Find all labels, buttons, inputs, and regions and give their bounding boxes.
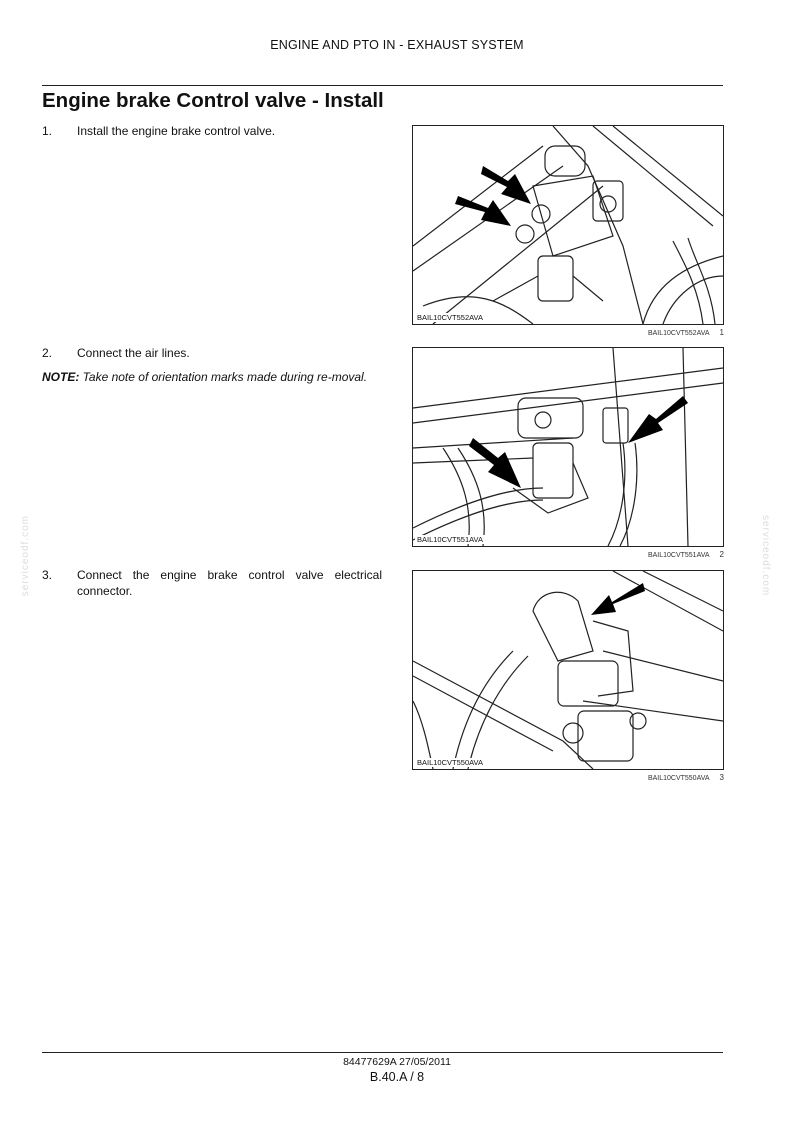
step-1 [42,124,382,140]
step-number: 1. [42,124,53,138]
figure-inner-label: BAIL10CVT550AVA [417,758,484,767]
watermark-left: serviceodf.com [20,515,31,597]
note-label: NOTE: [42,370,80,384]
step-text: Connect the air lines. [77,346,190,360]
running-header: ENGINE AND PTO IN - EXHAUST SYSTEM [270,38,524,52]
figure-2 [412,347,724,547]
header-rule [42,85,723,86]
figure-inner-label: BAIL10CVT551AVA [417,535,484,544]
caption-code: BAIL10CVT551AVA [647,552,710,559]
caption-number: 2 [719,550,724,559]
caption-number: 1 [719,328,724,337]
step-text: Install the engine brake control valve. [77,124,276,138]
footer-page-ref: B.40.A / 8 [369,1070,425,1084]
step-2 [42,346,382,362]
figure-1-caption [412,328,724,337]
figure-3-caption [412,773,724,782]
caption-code: BAIL10CVT550AVA [647,775,710,782]
step-number: 2. [42,346,53,360]
footer-rule [42,1052,723,1053]
figure-1-drawing [413,126,723,324]
figure-3 [412,570,724,770]
footer-doc-id: 84477629A 27/05/2011 [343,1056,451,1068]
watermark-right: serviceodf.com [760,515,771,597]
figure-inner-label: BAIL10CVT552AVA [417,313,484,322]
page-title: Engine brake Control valve - Install [42,89,384,112]
note-text: Take note of orientation marks made during re-moval. [79,370,368,384]
step-3 [42,568,382,599]
caption-code: BAIL10CVT552AVA [647,330,710,337]
figure-2-drawing [413,348,723,546]
note [42,370,382,386]
step-number: 3. [42,568,53,582]
figure-3-drawing [413,571,723,769]
caption-number: 3 [719,773,724,782]
figure-1 [412,125,724,325]
figure-2-caption [412,550,724,559]
step-text: Connect the engine brake control valve electrical connector. [77,568,382,598]
